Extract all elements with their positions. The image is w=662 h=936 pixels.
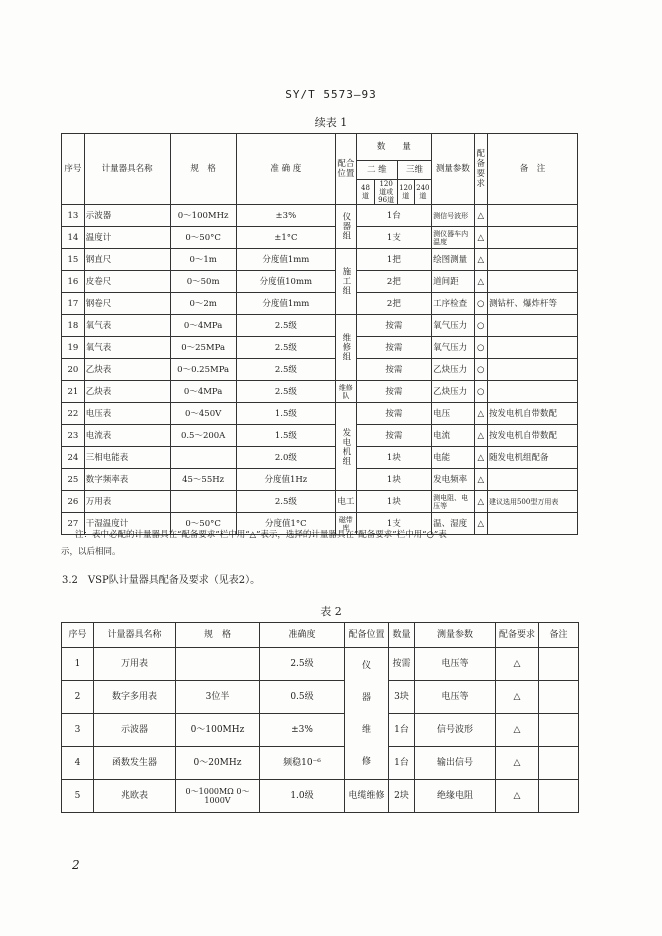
table-row xyxy=(62,648,579,681)
section-heading: 3.2 VSP队计量器具配备及要求（见表2）。 xyxy=(62,575,261,586)
row-accuracy: ±1°C xyxy=(236,227,335,249)
row-param: 输出信号 xyxy=(415,747,496,780)
row-param: 测信号波形 xyxy=(432,205,474,227)
row-requirement: ○ xyxy=(474,337,487,359)
table-row xyxy=(62,469,578,491)
row-accuracy: 1.5级 xyxy=(236,425,335,447)
row-param: 乙炔压力 xyxy=(432,381,474,403)
row-remark xyxy=(539,648,579,681)
row-name: 示波器 xyxy=(94,714,176,747)
group-generator: 发电机组 xyxy=(335,403,356,491)
t1-header-3d: 三维 xyxy=(398,161,432,180)
table-row xyxy=(62,780,579,813)
row-seq: 26 xyxy=(62,491,85,513)
row-seq: 3 xyxy=(62,714,94,747)
row-seq: 24 xyxy=(62,447,85,469)
row-seq: 21 xyxy=(62,381,85,403)
row-seq: 1 xyxy=(62,648,94,681)
t1-header-48: 48道 xyxy=(356,180,375,205)
row-quantity: 1支 xyxy=(356,227,431,249)
row-name: 乙炔表 xyxy=(84,359,170,381)
row-seq: 4 xyxy=(62,747,94,780)
row-param: 工序检查 xyxy=(432,293,474,315)
t1-header-quantity: 数 量 xyxy=(356,134,431,161)
table-row xyxy=(62,271,578,293)
row-param: 绝缘电阻 xyxy=(415,780,496,813)
t1-header-remark: 备 注 xyxy=(487,134,577,205)
table2-title: 表 2 xyxy=(320,605,342,618)
row-accuracy: 2.5级 xyxy=(236,491,335,513)
row-quantity: 1块 xyxy=(356,447,431,469)
row-spec: 3位半 xyxy=(176,681,260,714)
row-remark: 按发电机自带数配 xyxy=(487,425,577,447)
row-accuracy: 2.5级 xyxy=(236,315,335,337)
row-quantity: 1块 xyxy=(356,491,431,513)
row-name: 温度计 xyxy=(84,227,170,249)
table-row xyxy=(62,227,578,249)
row-name: 电流表 xyxy=(84,425,170,447)
row-seq: 23 xyxy=(62,425,85,447)
row-spec: 0～1m xyxy=(170,249,236,271)
row-quantity: 1块 xyxy=(356,469,431,491)
t2-header-position: 配备位置 xyxy=(345,623,389,648)
row-name: 电压表 xyxy=(84,403,170,425)
row-spec: 0～100MHz xyxy=(170,205,236,227)
row-quantity: 2把 xyxy=(356,293,431,315)
row-requirement: △ xyxy=(496,780,539,813)
row-accuracy: 分度值1°C xyxy=(236,513,335,535)
t2-header-requirement: 配备要求 xyxy=(496,623,539,648)
row-param: 发电频率 xyxy=(432,469,474,491)
row-spec: 0～50m xyxy=(170,271,236,293)
row-remark xyxy=(487,337,577,359)
row-remark xyxy=(487,469,577,491)
row-requirement: △ xyxy=(496,714,539,747)
row-requirement: △ xyxy=(474,425,487,447)
row-accuracy: 2.5级 xyxy=(236,359,335,381)
table-row xyxy=(62,425,578,447)
row-spec xyxy=(170,491,236,513)
pos-char: 维 xyxy=(361,724,371,735)
row-remark xyxy=(487,315,577,337)
row-accuracy: 频稳10⁻⁶ xyxy=(260,747,345,780)
row-accuracy: ±3% xyxy=(236,205,335,227)
row-quantity: 3块 xyxy=(389,681,415,714)
row-quantity: 1支 xyxy=(356,513,431,535)
note-line-1: 注：表中必配的计量器具在“配备要求”栏中用“△”表示，选择的计量器具在“配备要求”栏中用“○”表 xyxy=(75,530,447,540)
row-seq: 17 xyxy=(62,293,85,315)
row-quantity: 按需 xyxy=(356,425,431,447)
row-remark: 建议选用500型万用表 xyxy=(487,491,577,513)
row-remark: 随发电机组配备 xyxy=(487,447,577,469)
row-spec: 0～50°C xyxy=(170,227,236,249)
t2-header-seq: 序号 xyxy=(62,623,94,648)
row-requirement: △ xyxy=(474,447,487,469)
t2-header-spec: 规 格 xyxy=(176,623,260,648)
row-seq: 27 xyxy=(62,513,85,535)
row-spec: 0～450V xyxy=(170,403,236,425)
table-row xyxy=(62,249,578,271)
table-row xyxy=(62,337,578,359)
row-param: 电压等 xyxy=(415,681,496,714)
t2-header-quantity: 数量 xyxy=(389,623,415,648)
row-accuracy: 2.5级 xyxy=(236,337,335,359)
table1-title: 续表 1 xyxy=(314,116,348,129)
group-tape-library: 磁带库 xyxy=(335,513,356,535)
row-seq: 20 xyxy=(62,359,85,381)
pos-char: 仪 xyxy=(361,660,371,671)
row-name: 干湿温度计 xyxy=(84,513,170,535)
row-seq: 5 xyxy=(62,780,94,813)
row-quantity: 按需 xyxy=(389,648,415,681)
row-name: 万用表 xyxy=(94,648,176,681)
row-quantity: 按需 xyxy=(356,359,431,381)
row-accuracy: 1.0级 xyxy=(260,780,345,813)
row-requirement: △ xyxy=(474,271,487,293)
group-electrician: 电工 xyxy=(335,491,356,513)
row-requirement: △ xyxy=(496,747,539,780)
row-accuracy: 2.0级 xyxy=(236,447,335,469)
row-requirement: △ xyxy=(474,491,487,513)
row-param: 氧气压力 xyxy=(432,337,474,359)
group-instrument: 仪器组 xyxy=(335,205,356,249)
row-spec: 45～55Hz xyxy=(170,469,236,491)
row-requirement: △ xyxy=(474,227,487,249)
row-accuracy: 分度值1mm xyxy=(236,293,335,315)
t1-header-120-96: 120道或96道 xyxy=(375,180,398,205)
row-quantity: 按需 xyxy=(356,337,431,359)
row-quantity: 2块 xyxy=(389,780,415,813)
row-spec: 0～1000MΩ 0～1000V xyxy=(176,780,260,813)
t1-header-name: 计量器具名称 xyxy=(84,134,170,205)
row-spec: 0～50°C xyxy=(170,513,236,535)
row-name: 示波器 xyxy=(84,205,170,227)
table-row xyxy=(62,381,578,403)
table-row xyxy=(62,359,578,381)
row-name: 兆欧表 xyxy=(94,780,176,813)
table-row xyxy=(62,681,579,714)
row-param: 电能 xyxy=(432,447,474,469)
group-maintenance-team: 维修队 xyxy=(335,381,356,403)
group-construction: 施工组 xyxy=(335,249,356,315)
row-quantity: 按需 xyxy=(356,403,431,425)
row-requirement: △ xyxy=(474,249,487,271)
row-spec: 0～0.25MPa xyxy=(170,359,236,381)
row-remark: 测钻杆、爆炸杆等 xyxy=(487,293,577,315)
row-quantity: 1台 xyxy=(389,747,415,780)
row-quantity: 1台 xyxy=(356,205,431,227)
t2-header-name: 计量器具名称 xyxy=(94,623,176,648)
t1-header-requirement: 配备要求 xyxy=(474,134,487,205)
row-remark xyxy=(487,381,577,403)
position-cable-maintenance: 电缆维修 xyxy=(345,780,389,813)
row-param: 电压 xyxy=(432,403,474,425)
row-seq: 2 xyxy=(62,681,94,714)
row-accuracy: 2.5级 xyxy=(260,648,345,681)
row-spec: 0～4MPa xyxy=(170,315,236,337)
row-accuracy: 分度值1Hz xyxy=(236,469,335,491)
row-param: 乙炔压力 xyxy=(432,359,474,381)
row-remark xyxy=(539,780,579,813)
t2-header-remark: 备注 xyxy=(539,623,579,648)
table-row xyxy=(62,747,579,780)
row-param: 道间距 xyxy=(432,271,474,293)
row-param: 绘图测量 xyxy=(432,249,474,271)
row-accuracy: 分度值10mm xyxy=(236,271,335,293)
row-remark xyxy=(487,227,577,249)
table-row xyxy=(62,315,578,337)
t1-header-param: 测量参数 xyxy=(432,134,474,205)
row-requirement: ○ xyxy=(474,381,487,403)
row-seq: 13 xyxy=(62,205,85,227)
row-spec: 0～25MPa xyxy=(170,337,236,359)
row-requirement: ○ xyxy=(474,315,487,337)
table2 xyxy=(61,622,579,813)
row-seq: 18 xyxy=(62,315,85,337)
t2-header-accuracy: 准确度 xyxy=(260,623,345,648)
t1-header-seq: 序号 xyxy=(62,134,85,205)
row-name: 氧气表 xyxy=(84,315,170,337)
row-remark xyxy=(539,714,579,747)
row-requirement: ○ xyxy=(474,293,487,315)
row-param: 氧气压力 xyxy=(432,315,474,337)
table-row xyxy=(62,205,578,227)
pos-char: 器 xyxy=(361,692,371,703)
row-spec: 0～100MHz xyxy=(176,714,260,747)
row-accuracy: 1.5级 xyxy=(236,403,335,425)
row-requirement: △ xyxy=(474,205,487,227)
row-param: 电压等 xyxy=(415,648,496,681)
table-row xyxy=(62,403,578,425)
row-param: 测电阻、电压等 xyxy=(432,491,474,513)
document-code: SY/T 5573—93 xyxy=(285,88,377,101)
row-requirement: △ xyxy=(474,513,487,535)
table-row xyxy=(62,293,578,315)
row-requirement: △ xyxy=(496,681,539,714)
row-accuracy: 分度值1mm xyxy=(236,249,335,271)
table-row xyxy=(62,491,578,513)
row-param: 电流 xyxy=(432,425,474,447)
row-requirement: △ xyxy=(474,403,487,425)
row-name: 函数发生器 xyxy=(94,747,176,780)
row-quantity: 1台 xyxy=(389,714,415,747)
row-remark xyxy=(539,681,579,714)
note-line-2: 示，以后相同。 xyxy=(61,547,121,557)
row-name: 万用表 xyxy=(84,491,170,513)
row-remark xyxy=(487,205,577,227)
row-spec: 0～2m xyxy=(170,293,236,315)
t1-header-120: 120道 xyxy=(398,180,415,205)
row-name: 数字多用表 xyxy=(94,681,176,714)
row-spec: 0.5～200A xyxy=(170,425,236,447)
row-quantity: 按需 xyxy=(356,381,431,403)
row-spec xyxy=(176,648,260,681)
row-quantity: 按需 xyxy=(356,315,431,337)
row-quantity: 1把 xyxy=(356,249,431,271)
row-requirement: △ xyxy=(496,648,539,681)
row-name: 乙炔表 xyxy=(84,381,170,403)
row-accuracy: 2.5级 xyxy=(236,381,335,403)
row-param: 信号波形 xyxy=(415,714,496,747)
row-param: 温、湿度 xyxy=(432,513,474,535)
row-spec: 0～20MHz xyxy=(176,747,260,780)
row-accuracy: 0.5级 xyxy=(260,681,345,714)
row-seq: 22 xyxy=(62,403,85,425)
row-spec: 0～4MPa xyxy=(170,381,236,403)
row-name: 三相电能表 xyxy=(84,447,170,469)
row-remark: 按发电机自带数配 xyxy=(487,403,577,425)
table-note xyxy=(61,527,585,561)
t2-header-param: 测量参数 xyxy=(415,623,496,648)
pos-char: 修 xyxy=(361,756,371,767)
table-row xyxy=(62,714,579,747)
table1 xyxy=(61,133,578,535)
row-seq: 25 xyxy=(62,469,85,491)
t1-header-position: 配合位置 xyxy=(335,134,356,205)
row-param: 测仪器车内温度 xyxy=(432,227,474,249)
row-seq: 16 xyxy=(62,271,85,293)
t1-header-2d: 二 维 xyxy=(356,161,397,180)
row-remark xyxy=(539,747,579,780)
group-maintenance: 维修组 xyxy=(335,315,356,381)
row-remark xyxy=(487,249,577,271)
row-name: 氧气表 xyxy=(84,337,170,359)
row-seq: 15 xyxy=(62,249,85,271)
t1-header-240: 240道 xyxy=(414,180,432,205)
row-spec xyxy=(170,447,236,469)
row-quantity: 2把 xyxy=(356,271,431,293)
row-name: 钢卷尺 xyxy=(84,293,170,315)
t1-header-spec: 规 格 xyxy=(170,134,236,205)
row-name: 钢直尺 xyxy=(84,249,170,271)
row-seq: 19 xyxy=(62,337,85,359)
row-requirement: ○ xyxy=(474,359,487,381)
row-remark xyxy=(487,271,577,293)
t1-header-accuracy: 准 确 度 xyxy=(236,134,335,205)
row-remark xyxy=(487,359,577,381)
row-requirement: △ xyxy=(474,469,487,491)
page-number: 2 xyxy=(72,858,80,872)
position-instrument-maintenance xyxy=(345,648,389,780)
row-name: 数字频率表 xyxy=(84,469,170,491)
row-seq: 14 xyxy=(62,227,85,249)
row-name: 皮卷尺 xyxy=(84,271,170,293)
row-accuracy: ±3% xyxy=(260,714,345,747)
table-row xyxy=(62,447,578,469)
